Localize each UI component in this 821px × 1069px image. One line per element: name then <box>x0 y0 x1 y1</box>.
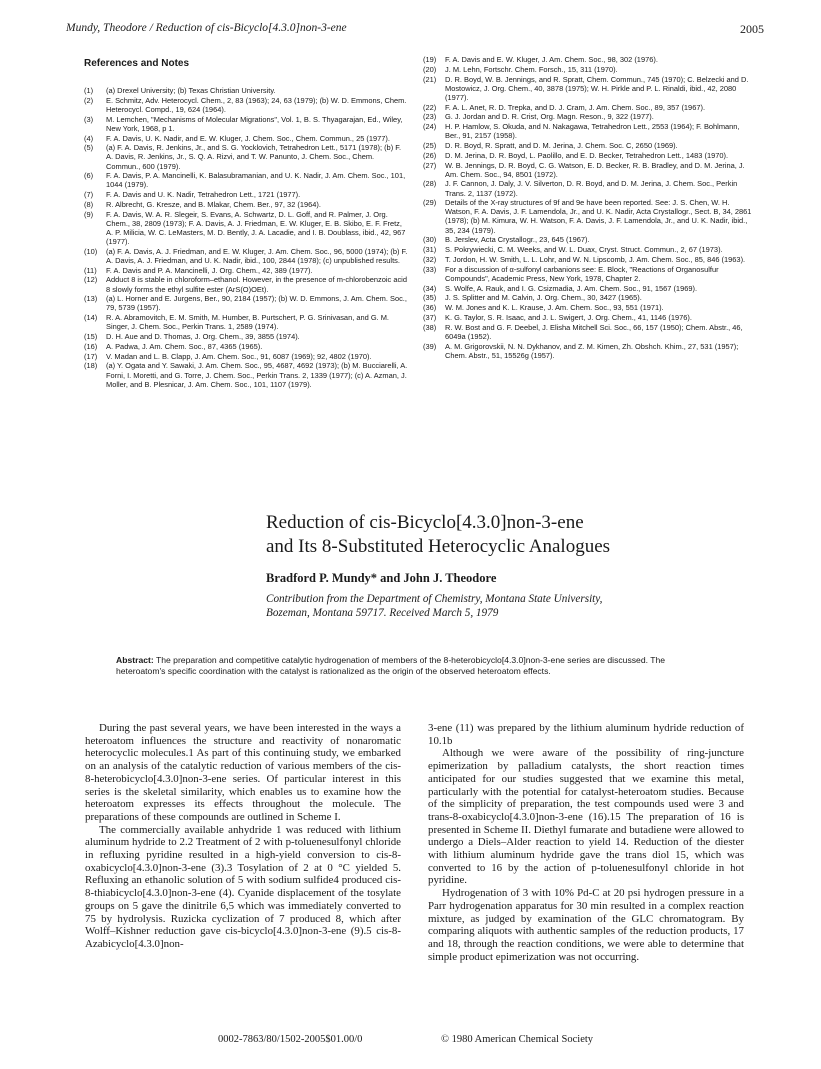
affiliation-line-1: Contribution from the Department of Chemistry, Montana State University, <box>266 593 603 605</box>
reference-number: (27) <box>423 160 437 170</box>
reference-text: D. R. Boyd, R. Spratt, and D. M. Jerina, J. Chem. Soc. C, 2650 (1969). <box>445 140 678 150</box>
reference-number: (3) <box>84 114 94 124</box>
reference-item <box>423 122 753 140</box>
reference-text: A. Padwa, J. Am. Chem. Soc., 87, 4365 (1965). <box>106 341 263 351</box>
reference-item <box>423 112 753 121</box>
reference-item <box>423 284 753 293</box>
reference-item <box>423 55 753 64</box>
reference-text: (a) Y. Ogata and Y. Sawaki, J. Am. Chem. Soc., 95, 4687, 4692 (1973); (b) M. Bucciarelli, A. Forni, I. Moretti, and G. Torre, J. Chem. Soc., Perkin Trans. 2, 1339 (1977); (c) A. Azman, J. Moller, and B. Plesnicar, J. Am. Chem. Soc., 101, 1107 (1979). <box>106 361 408 389</box>
reference-item <box>84 332 409 341</box>
reference-number: (39) <box>423 341 437 351</box>
reference-item <box>423 65 753 74</box>
reference-item <box>423 293 753 302</box>
reference-item <box>423 255 753 264</box>
references-left-column <box>84 86 409 389</box>
reference-text: F. A. Davis, P. A. Mancinelli, K. Balasubramanian, and U. K. Nadir, J. Am. Chem. Soc., 101, 1044 (1979). <box>106 171 406 190</box>
body-left-column <box>85 722 401 951</box>
reference-number: (12) <box>84 275 98 285</box>
reference-text: J. S. Splitter and M. Calvin, J. Org. Chem., 30, 3427 (1965). <box>445 293 642 303</box>
body-paragraph: The commercially available anhydride 1 was reduced with lithium aluminum hydride to 2.2 Treatment of 2 with p-toluenesulfonyl chloride in refluxing pyridine resulted in a high-yield conversion to cis-8-oxabicyclo[4.3.0]non-3-ene (3).3 Tosylation of 2 at 0 °C yielded 5. Refluxing an ethanolic solution of 5 with sodium sulfide4 produced cis-8-thiabicyclo[4.3.0]non-3-ene (4). Cyanide displacement of the tosylate groups on 5 gave the dinitrile 6,5 which was immediately converted to 75 by hydrolysis. Ruzicka cyclization of 7 produced 8, which after Wolff–Kishner reduction gave cis-bicyclo[4.3.0]non-3-ene (9).5 cis-8-Azabicyclo[4.3.0]non- <box>85 823 401 950</box>
reference-item <box>84 200 409 209</box>
reference-item <box>84 210 409 246</box>
reference-item <box>423 245 753 254</box>
reference-number: (7) <box>84 190 94 200</box>
reference-number: (16) <box>84 341 98 351</box>
reference-text: F. A. Davis and P. A. Mancinelli, J. Org. Chem., 42, 389 (1977). <box>106 265 313 275</box>
reference-text: R. Albrecht, G. Kresze, and B. Mlakar, Chem. Ber., 97, 32 (1964). <box>106 199 321 209</box>
running-head-title: Mundy, Theodore / Reduction of cis-Bicyclo[4.3.0]non-3-ene <box>66 22 347 34</box>
reference-number: (38) <box>423 322 437 332</box>
reference-text: T. Jordon, H. W. Smith, L. L. Lohr, and W. N. Lipscomb, J. Am. Chem. Soc., 85, 846 (1963). <box>445 254 746 264</box>
reference-number: (8) <box>84 199 94 209</box>
reference-item <box>423 323 753 341</box>
reference-number: (36) <box>423 303 437 313</box>
reference-text: A. M. Grigorovskii, N. N. Dykhanov, and Z. M. Kimen, Zh. Obshch. Khim., 27, 531 (1957); Chem. Abstr., 51, 15526g (1957). <box>445 341 739 360</box>
reference-number: (35) <box>423 293 437 303</box>
reference-text: Adduct 8 is stable in chloroform–ethanol. However, in the presence of m-chlorobenzoic acid 8 slowly forms the ethyl sulfite ester (ArS(O)OEt). <box>106 275 407 294</box>
reference-item <box>84 190 409 199</box>
reference-text: J. M. Lehn, Fortschr. Chem. Forsch., 15, 311 (1970). <box>445 64 618 74</box>
body-right-column <box>428 722 744 963</box>
reference-item <box>84 134 409 143</box>
reference-number: (10) <box>84 246 98 256</box>
affiliation-line-2: Bozeman, Montana 59717. Received March 5, 1979 <box>266 607 499 619</box>
reference-item <box>84 361 409 388</box>
reference-number: (6) <box>84 171 94 181</box>
reference-item <box>423 151 753 160</box>
reference-item <box>423 235 753 244</box>
reference-number: (22) <box>423 102 437 112</box>
reference-number: (24) <box>423 122 437 132</box>
reference-item <box>423 103 753 112</box>
reference-text: F. A. Davis and E. W. Kluger, J. Am. Chem. Soc., 98, 302 (1976). <box>445 55 658 64</box>
reference-number: (2) <box>84 95 94 105</box>
article-title-line-2: and Its 8-Substituted Heterocyclic Analogues <box>266 536 611 557</box>
reference-item <box>84 342 409 351</box>
reference-text: (a) Drexel University; (b) Texas Christian University. <box>106 86 276 95</box>
abstract-text: The preparation and competitive catalytic hydrogenation of members of the 8-heterobicyclo[4.3.0]non-3-ene series are discussed. The heteroatom's specific coordination with the catalyst is rationalized as the origin of the observed heteroatom effects. <box>116 655 666 676</box>
body-paragraph: During the past several years, we have been interested in the ways a heteroatom influences the structure and reactivity of nonaromatic heterocyclic molecules.1 As part of this continuing study, we embarked on an analysis of the catalytic reduction of various members of the cis-8-heterobicyclo[4.3.0]non-3-ene series. Of particular interest in this series is the skeletal similarity, which enables us to examine how the heteroatom expresses its effects throughout the molecule. The preparations of these compounds are outlined in Scheme I. <box>85 722 401 823</box>
reference-number: (31) <box>423 245 437 255</box>
reference-text: F. A. Davis, W. A. R. Slegeir, S. Evans, A. Schwartz, D. L. Goff, and R. Palmer, J. Org. Chem., 38, 2809 (1973); F. A. Davis, A. J. Friedman, E. W. Kluger, E. B. Skibo, E. F. Fretz, A. P. Milicia, W. C. LeMasters, M. D. Bently, J. A. Lacadie, and I. B. Doublass, ibid., 42, 967 (1977). <box>106 209 406 246</box>
reference-item <box>423 141 753 150</box>
page-number: 2005 <box>740 22 764 36</box>
reference-text: D. H. Aue and D. Thomas, J. Org. Chem., 39, 3855 (1974). <box>106 332 300 342</box>
reference-item <box>423 161 753 179</box>
reference-item <box>84 275 409 293</box>
reference-number: (15) <box>84 332 98 342</box>
reference-text: W. B. Jennings, D. R. Boyd, C. G. Watson, E. D. Becker, R. B. Bradley, and D. M. Jerina, J. Am. Chem. Soc., 94, 8501 (1972). <box>445 160 745 179</box>
reference-number: (33) <box>423 264 437 274</box>
reference-item <box>423 313 753 322</box>
reference-number: (18) <box>84 361 98 371</box>
abstract-label: Abstract: <box>116 655 154 665</box>
reference-text: S. Pokrywiecki, C. M. Weeks, and W. L. Duax, Cryst. Struct. Commun., 2, 67 (1973). <box>445 245 723 255</box>
article-authors: Bradford P. Mundy* and John J. Theodore <box>266 571 497 585</box>
footer-copyright: © 1980 American Chemical Society <box>441 1034 594 1045</box>
reference-text: G. J. Jordan and D. R. Crist, Org. Magn. Reson., 9, 322 (1977). <box>445 112 654 122</box>
reference-text: E. Schmitz, Adv. Heterocycl. Chem., 2, 83 (1963); 24, 63 (1979); (b) W. D. Emmons, Chem. Heterocycl. Compd., 19, 624 (1964). <box>106 95 407 114</box>
reference-number: (30) <box>423 235 437 245</box>
reference-item <box>84 96 409 114</box>
reference-text: (a) F. A. Davis, A. J. Friedman, and E. W. Kluger, J. Am. Chem. Soc., 96, 5000 (1974); (b) F. A. Davis, A. J. Friedman, and U. K. Nadir, ibid., 100, 2844 (1978); (c) unpublished results. <box>106 246 408 265</box>
reference-item <box>423 342 753 360</box>
reference-text: D. R. Boyd, W. B. Jennings, and R. Spratt, Chem. Commun., 745 (1970); C. Belzecki and D. Mostowicz, J. Org. Chem., 40, 3878 (1975); W. H. Pirkle and P. L. Rinaldi, ibid., 42, 2080 (1977). <box>445 74 749 102</box>
reference-text: D. M. Jerina, D. R. Boyd, L. Paolillo, and E. D. Becker, Tetrahedron Lett., 1483 (1970). <box>445 150 729 160</box>
reference-number: (25) <box>423 140 437 150</box>
article-title-line-1: Reduction of cis-Bicyclo[4.3.0]non-3-ene <box>266 512 584 533</box>
reference-number: (13) <box>84 294 98 304</box>
reference-number: (37) <box>423 312 437 322</box>
article-title <box>266 511 766 559</box>
reference-item <box>84 294 409 312</box>
reference-text: (a) L. Horner and E. Jurgens, Ber., 90, 2184 (1957); (b) W. D. Emmons, J. Am. Chem. Soc., 79, 5739 (1957). <box>106 294 407 313</box>
reference-number: (23) <box>423 112 437 122</box>
reference-number: (1) <box>84 86 94 95</box>
abstract <box>116 655 701 677</box>
reference-number: (19) <box>423 55 437 64</box>
running-head <box>66 22 764 38</box>
reference-item <box>84 266 409 275</box>
reference-item <box>423 265 753 283</box>
reference-text: H. P. Hamlow, S. Okuda, and N. Nakagawa, Tetrahedron Lett., 2553 (1964); F. Bohlmann, Ber., 91, 2157 (1958). <box>445 122 740 141</box>
reference-item <box>84 352 409 361</box>
body-paragraph: Hydrogenation of 3 with 10% Pd-C at 20 psi hydrogen pressure in a Parr hydrogenation apparatus for 30 min resulted in a complex reaction mixture, as judged by examination of the GLC chromatogram. By comparing aliquots with authentic samples of the reduction products, 17 and 18, through the reaction conditions, we were able to determine that simple product epimerization was not occurring. <box>428 887 744 963</box>
reference-number: (32) <box>423 254 437 264</box>
reference-item <box>423 179 753 197</box>
reference-text: F. A. L. Anet, R. D. Trepka, and D. J. Cram, J. Am. Chem. Soc., 89, 357 (1967). <box>445 102 706 112</box>
reference-item <box>423 303 753 312</box>
footer-code: 0002-7863/80/1502-2005$01.00/0 <box>218 1034 363 1045</box>
reference-text: S. Wolfe, A. Rauk, and I. G. Csizmadia, J. Am. Chem. Soc., 91, 1567 (1969). <box>445 283 698 293</box>
reference-text: (a) F. A. Davis, R. Jenkins, Jr., and S. G. Yocklovich, Tetrahedron Lett., 5171 (1978); (b) F. A. Davis, R. Jenkins, Jr., S. Q. A. Rizvi, and T. W. Panunto, J. Chem. Soc., Chem. Commun., 600 (1979). <box>106 143 402 171</box>
reference-text: R. W. Bost and G. F. Deebel, J. Elisha Mitchell Sci. Soc., 66, 157 (1950); Chem. Abstr., 46, 6049a (1952). <box>445 322 743 341</box>
reference-item <box>84 247 409 265</box>
body-paragraph: 3-ene (11) was prepared by the lithium aluminum hydride reduction of 10.1b <box>428 722 744 747</box>
reference-text: J. F. Cannon, J. Daly, J. V. Silverton, D. R. Boyd, and D. M. Jerina, J. Chem. Soc., Perkin Trans. 2, 1137 (1972). <box>445 179 738 198</box>
reference-text: F. A. Davis and U. K. Nadir, Tetrahedron Lett., 1721 (1977). <box>106 190 301 200</box>
reference-item <box>84 313 409 331</box>
reference-number: (34) <box>423 283 437 293</box>
body-paragraph: Although we were aware of the possibility of ring-juncture epimerization by palladium catalysts, the short reaction times anticipated for our studies suggested that we examine this metal, particularly with the potential for catalyst-heteroatom studies. Because of the simplicity of preparation, the test compounds used were 3 and trans-8-oxabicyclo[4.3.0]non-3-ene (16).15 The preparation of 16 is presented in Scheme II. Diethyl fumarate and butadiene were allowed to undergo a Diels–Alder reaction to yield 14. Reduction of the diester with lithium aluminum hydride gave the trans diol 15, which was converted to 16 by the action of p-toluenesulfonyl chloride in hot pyridine. <box>428 747 744 887</box>
reference-text: B. Jerslev, Acta Crystallogr., 23, 645 (1967). <box>445 235 590 245</box>
reference-item <box>84 115 409 133</box>
reference-text: W. M. Jones and K. L. Krause, J. Am. Chem. Soc., 93, 551 (1971). <box>445 303 664 313</box>
reference-text: M. Lemchen, "Mechanisms of Molecular Migrations", Vol. 1, B. S. Thyagarajan, Ed., Wiley, New York, 1968, p 1. <box>106 114 403 133</box>
reference-number: (11) <box>84 265 97 275</box>
reference-text: R. A. Abramovitch, E. M. Smith, M. Humber, B. Purtschert, P. G. Srinivasan, and G. M. Singer, J. Chem. Soc., Perkin Trans. 1, 2589 (1974). <box>106 313 389 332</box>
reference-number: (4) <box>84 133 94 143</box>
reference-item <box>84 86 409 95</box>
reference-item <box>84 143 409 170</box>
article-affiliation <box>266 592 736 620</box>
reference-item <box>423 75 753 102</box>
reference-text: V. Madan and L. B. Clapp, J. Am. Chem. Soc., 91, 6087 (1969); 92, 4802 (1970). <box>106 351 372 361</box>
reference-number: (5) <box>84 143 94 153</box>
reference-item <box>423 198 753 234</box>
reference-number: (29) <box>423 198 437 208</box>
reference-number: (20) <box>423 64 437 74</box>
reference-number: (26) <box>423 150 437 160</box>
reference-text: Details of the X-ray structures of 9f and 9e have been reported. See: J. S. Chen, W. H. Watson, F. A. Davis, J. F. Lamendola, Jr., and U. K. Nadir, Acta Crystallogr., Sect. B, 34, 2861 (1978); (b) M. Kimura, W. H. Watson, F. A. Davis, J. F. Lamendola, Jr., and U. K. Nadir, ibid., 35, 234 (1979). <box>445 198 752 235</box>
reference-number: (21) <box>423 74 437 84</box>
references-right-column <box>423 55 753 360</box>
reference-item <box>84 171 409 189</box>
reference-number: (28) <box>423 179 437 189</box>
reference-text: K. G. Taylor, S. R. Isaac, and J. L. Swigert, J. Org. Chem., 41, 1146 (1976). <box>445 312 692 322</box>
reference-text: For a discussion of α-sulfonyl carbanions see: E. Block, "Reactions of Organosulfur Compounds", Academic Press, New York, 1978, Chapter 2. <box>445 264 719 283</box>
reference-text: F. A. Davis, U. K. Nadir, and E. W. Kluger, J. Chem. Soc., Chem. Commun., 25 (1977). <box>106 133 390 143</box>
references-heading: References and Notes <box>84 58 190 69</box>
reference-number: (17) <box>84 351 98 361</box>
reference-number: (14) <box>84 313 98 323</box>
reference-number: (9) <box>84 209 94 219</box>
